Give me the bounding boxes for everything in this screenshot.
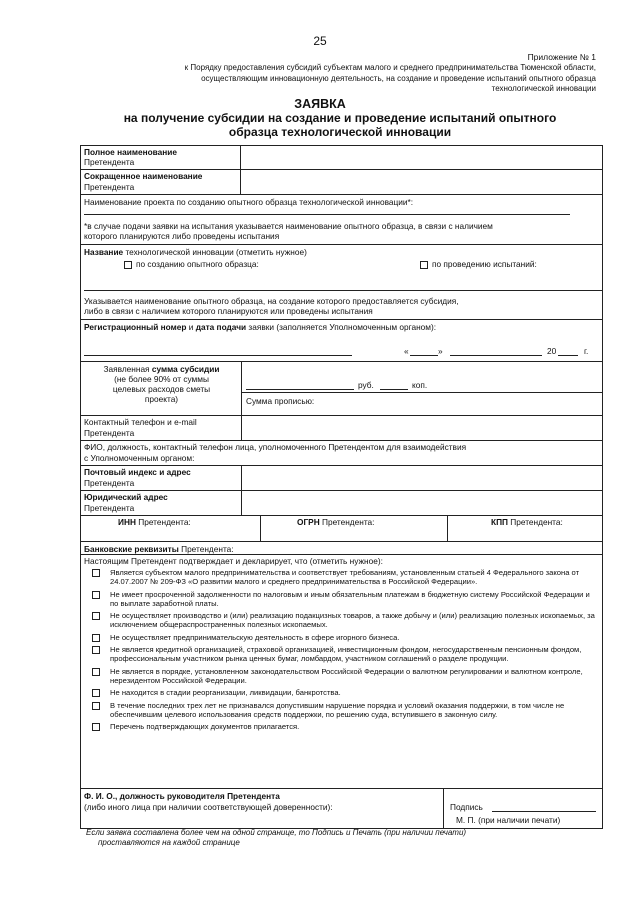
- sum-label-3: целевых расходов сметы: [112, 384, 211, 394]
- declaration-item[interactable]: [90, 688, 598, 697]
- declaration-text: Не является в порядке, установленном законодательством Российской Федерации о валютном регулировании и валютном контроле, нерезидентом Российской Федерации.: [110, 666, 583, 685]
- checkbox-icon[interactable]: [92, 634, 100, 642]
- checkbox-icon[interactable]: [420, 261, 428, 269]
- rub-label: руб.: [358, 380, 374, 390]
- checkbox-icon[interactable]: [92, 668, 100, 676]
- col-line: [241, 465, 242, 515]
- appendix-label: Приложение № 1: [527, 52, 596, 62]
- sample-name-line[interactable]: [84, 290, 602, 291]
- col-line: [260, 515, 261, 541]
- declaration-text: Не имеет просроченной задолженности по налоговым и иным обязательным платежам в бюджетную систему Российской Федерации и по выплате заработной платы.: [110, 589, 590, 608]
- row-line: [80, 515, 603, 516]
- declarations-list: [90, 568, 598, 734]
- border-left: [80, 145, 81, 791]
- ogrn-bold: ОГРН: [297, 517, 320, 527]
- declaration-text: Не находится в стадии реорганизации, ликвидации, банкротства.: [110, 688, 341, 698]
- ogrn-label: [297, 517, 374, 527]
- checkbox-icon[interactable]: [92, 646, 100, 654]
- sample-note-2: либо в связи с наличием которого планируются или проведены испытания: [84, 306, 373, 316]
- checkbox-icon[interactable]: [92, 591, 100, 599]
- date-g: г.: [584, 346, 589, 356]
- row-line: [80, 415, 603, 416]
- declaration-text: В течение последних трех лет не признавался допустившим нарушение порядка и условий оказания поддержки, в том числе не обеспечившим целевого использования средств поддержки, по решению суда, вступившего в законную силу.: [110, 700, 565, 719]
- registration-and: и: [186, 322, 196, 332]
- declaration-text: Не осуществляет производство и (или) реализацию подакцизных товаров, а также добычу и (или) реализацию полезных ископаемых, за исключением общераспространенных полезных ископаемых.: [110, 611, 595, 630]
- declaration-text: Является субъектом малого предпринимательства и соответствует требованиям, установленным статьей 4 Федерального закона от 24.07.2007 № 209-ФЗ «О развитии малого и среднего предпринимательства в Российской Федерации».: [110, 568, 580, 587]
- date-year-line[interactable]: [558, 355, 578, 356]
- row-line: [80, 169, 603, 170]
- checkbox-icon[interactable]: [92, 612, 100, 620]
- border-right: [602, 145, 603, 791]
- subtitle-line: на получение субсидии на создание и проведение испытаний опытного: [123, 111, 557, 125]
- contact-label-2: Претендента: [84, 428, 135, 438]
- declaration-item[interactable]: [90, 611, 598, 630]
- declaration-item[interactable]: [90, 701, 598, 720]
- row-line: [80, 465, 603, 466]
- footnote: [86, 828, 466, 848]
- full-name-label: Полное наименование: [84, 147, 177, 157]
- declaration-item[interactable]: [90, 568, 598, 587]
- short-name-label: Сокращенное наименование: [84, 171, 203, 181]
- row-line: [80, 145, 603, 146]
- col-line: [241, 361, 242, 440]
- innovation-name-label: [84, 247, 307, 257]
- project-name-label: Наименование проекта по созданию опытного образца технологической инновации*:: [84, 197, 414, 207]
- option-test-label: по проведению испытаний:: [432, 259, 537, 269]
- kpp-bold: КПП: [491, 517, 508, 527]
- postal-address-label-2: Претендента: [84, 478, 135, 488]
- checkbox-icon[interactable]: [124, 261, 132, 269]
- authorized-person-label: ФИО, должность, контактный телефон лица, уполномоченного Претендентом для взаимодействия: [84, 442, 467, 452]
- declaration-intro: Настоящим Претендент подтверждает и декларирует, что (отметить нужное):: [84, 556, 383, 566]
- row-line: [80, 490, 603, 491]
- sum-label-1b: сумма субсидии: [151, 364, 220, 374]
- row-line: [80, 244, 603, 245]
- project-note: *в случае подачи заявки на испытания указывается наименование опытного образца, в связи с наличием: [84, 221, 493, 231]
- checkbox-icon[interactable]: [92, 689, 100, 697]
- row-line: [80, 361, 603, 362]
- legal-address-label: Юридический адрес: [84, 492, 168, 502]
- document-title: ЗАЯВКА: [294, 97, 346, 111]
- reference-line: к Порядку предоставления субсидий субъектам малого и среднего предпринимательства Тюменской области,: [184, 63, 596, 72]
- row-line: [241, 392, 603, 393]
- kpp-label: [491, 517, 563, 527]
- innovation-name-rest: технологической инновации (отметить нужное): [123, 247, 307, 257]
- date-quote-close: »: [438, 346, 443, 356]
- col-line: [447, 515, 448, 541]
- project-note-2: которого планируются либо проведены испытания: [84, 231, 280, 241]
- sample-note: Указывается наименование опытного образца, на создание которого предоставляется субсидия,: [84, 296, 459, 306]
- footnote-line-2: проставляются на каждой странице: [98, 838, 240, 847]
- kpp-rest: Претендента:: [508, 517, 563, 527]
- reference-line: технологической инновации: [491, 84, 596, 93]
- document-subtitle: [60, 111, 620, 139]
- row-line: [80, 788, 603, 789]
- inn-label: [118, 517, 191, 527]
- declaration-item[interactable]: [90, 633, 598, 642]
- declaration-text: Не является кредитной организацией, страховой организацией, инвестиционным фондом, негосударственным пенсионным фондом, профессиональным участником рынка ценных бумаг, ломбардом, участником соглашений о разделе продукции.: [110, 645, 582, 664]
- stamp-label: М. П. (при наличии печати): [456, 815, 561, 825]
- bank-details-rest: Претендента:: [178, 544, 234, 554]
- declaration-item[interactable]: [90, 590, 598, 609]
- bank-details-label: [84, 544, 234, 554]
- inn-rest: Претендента:: [135, 517, 191, 527]
- kop-label: коп.: [412, 380, 428, 390]
- checkbox-icon[interactable]: [92, 569, 100, 577]
- option-create-label: по созданию опытного образца:: [136, 259, 259, 269]
- date-day-line[interactable]: [410, 355, 438, 356]
- declaration-item[interactable]: [90, 722, 598, 731]
- head-fio-sublabel: (либо иного лица при наличии соответствующей доверенности):: [84, 802, 333, 812]
- reference-line: осуществляющим инновационную деятельность, на создание и проведение испытаний опытного образца: [201, 73, 596, 83]
- registration-number-line[interactable]: [84, 355, 352, 356]
- bank-details-bold: Банковские реквизиты: [84, 544, 179, 554]
- border-right: [602, 788, 603, 828]
- registration-bold-1: Регистрационный номер: [84, 322, 187, 332]
- sum-label-2: (не более 90% от суммы: [114, 374, 209, 384]
- row-line: [80, 440, 603, 441]
- page-number: 25: [313, 34, 327, 48]
- footnote-line: Если заявка составлена более чем на одной странице, то Подпись и Печать (при наличии печати): [86, 828, 467, 837]
- declaration-item[interactable]: [90, 645, 598, 664]
- row-line: [80, 554, 603, 555]
- checkbox-icon[interactable]: [92, 702, 100, 710]
- declaration-text: Не осуществляет предпринимательскую деятельность в сфере игорного бизнеса.: [110, 632, 400, 642]
- head-fio-label: Ф. И. О., должность руководителя Претендента: [84, 791, 280, 801]
- authorized-person-label-2: с Уполномоченным органом:: [84, 453, 195, 463]
- registration-label: [84, 322, 436, 332]
- short-name-label-2: Претендента: [84, 182, 135, 192]
- row-line: [80, 541, 603, 542]
- checkbox-icon[interactable]: [92, 723, 100, 731]
- innovation-name-bold: Название: [84, 247, 124, 257]
- postal-address-label: Почтовый индекс и адрес: [84, 467, 191, 477]
- date-quote-open: «: [404, 346, 409, 356]
- date-year-prefix: 20: [547, 346, 557, 356]
- full-name-label-2: Претендента: [84, 157, 135, 167]
- declaration-item[interactable]: [90, 667, 598, 686]
- sum-label-1a: Заявленная: [103, 364, 152, 374]
- sum-label-4: проекта): [144, 394, 179, 404]
- row-line: [80, 194, 603, 195]
- sum-kop-line[interactable]: [380, 389, 408, 390]
- inn-bold: ИНН: [118, 517, 136, 527]
- sum-words-label: Сумма прописью:: [246, 396, 315, 406]
- ogrn-rest: Претендента:: [319, 517, 375, 527]
- legal-address-label-2: Претендента: [84, 503, 135, 513]
- registration-rest: заявки (заполняется Уполномоченным органом):: [246, 322, 437, 332]
- registration-bold-2: дата подачи: [195, 322, 247, 332]
- col-line: [240, 145, 241, 194]
- col-line: [443, 788, 444, 828]
- signature-label: Подпись: [450, 802, 483, 812]
- declaration-text: Перечень подтверждающих документов прилагается.: [110, 722, 300, 732]
- signature-line[interactable]: [492, 811, 596, 812]
- option-create[interactable]: [124, 259, 259, 269]
- sum-rub-line[interactable]: [246, 389, 354, 390]
- project-name-line[interactable]: [84, 214, 570, 215]
- sum-label-1: [84, 364, 239, 374]
- appendix-reference: [90, 63, 596, 95]
- border-left: [80, 788, 81, 828]
- row-line: [80, 319, 603, 320]
- date-month-line[interactable]: [450, 355, 542, 356]
- option-test[interactable]: [420, 259, 537, 269]
- subtitle-line: образца технологической инновации: [228, 125, 452, 139]
- contact-label: Контактный телефон и e-mail: [84, 417, 197, 427]
